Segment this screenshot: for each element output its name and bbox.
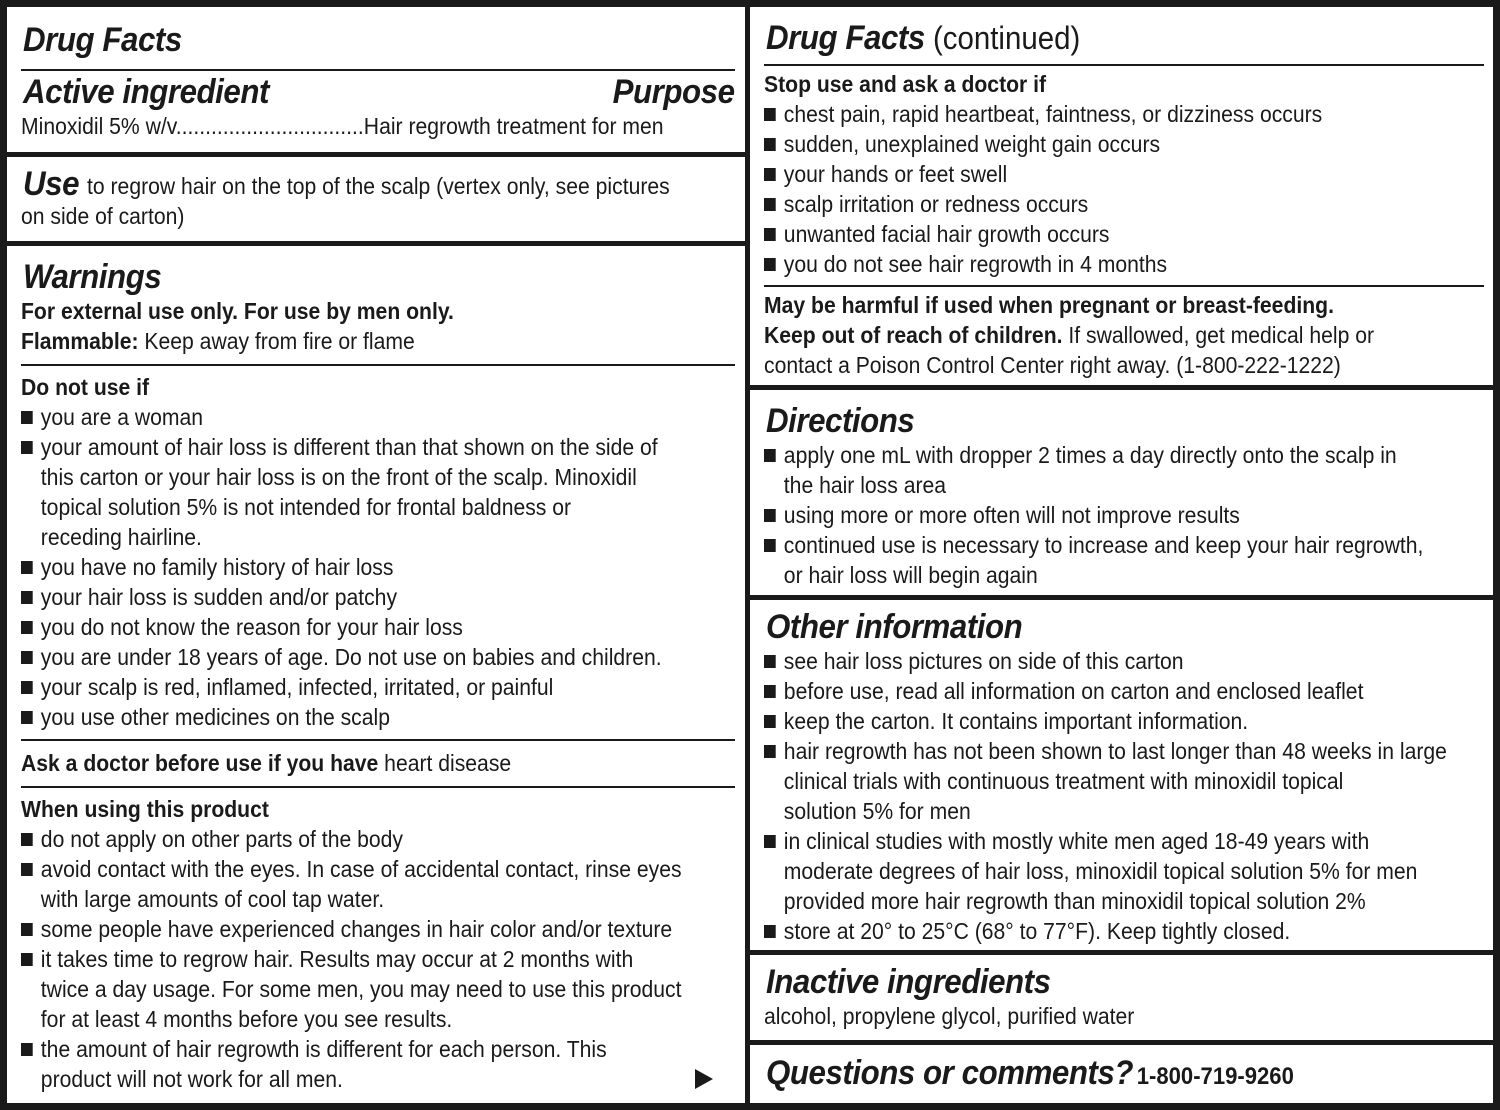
list-item-label: receding hairline. (40, 524, 202, 550)
inactive-ingredients-text: alcohol, propylene glycol, purified water (764, 1003, 1135, 1029)
list-item-label: topical solution 5% is not intended for frontal baldness or (40, 494, 572, 520)
list-item-text (21, 612, 662, 642)
stop-use-list (764, 99, 1384, 279)
purpose: Hair regrowth treatment for men (363, 113, 664, 139)
divider (21, 786, 735, 788)
bullet-square-icon (764, 198, 776, 211)
list-item-continuation (764, 886, 1447, 916)
list-item (764, 189, 1384, 219)
list-item-label: the amount of hair regrowth is different for each person. This (40, 1036, 607, 1062)
list-item (21, 944, 745, 1034)
poison-control-line: contact a Poison Control Center right away. (1-800-222-1222) (764, 352, 1341, 378)
flammable-text: Keep away from fire or flame (138, 328, 415, 354)
list-item-label: some people have experienced changes in hair color and/or texture (40, 916, 673, 942)
list-item (21, 402, 733, 432)
use-text-1: to regrow hair on the top of the scalp (vertex only, see pictures (87, 173, 670, 199)
list-item (21, 612, 733, 642)
list-item-continuation (764, 470, 1423, 500)
list-item-label: store at 20° to 25°C (68° to 77°F). Keep tightly closed. (783, 918, 1291, 944)
list-item-label: before use, read all information on carton and enclosed leaflet (783, 678, 1364, 704)
drug-facts-continued-title: Drug Facts (766, 19, 925, 57)
warnings-box (7, 246, 745, 1103)
list-item-label: twice a day usage. For some men, you may need to use this product (40, 976, 682, 1002)
do-not-use-list (21, 402, 733, 732)
list-item-label: your hands or feet swell (783, 161, 1008, 187)
list-item-continuation (21, 462, 662, 492)
purpose-heading: Purpose (613, 73, 735, 111)
bullet-square-icon (764, 655, 776, 668)
list-item-label: with large amounts of cool tap water. (40, 886, 385, 912)
when-using-list (21, 824, 745, 1094)
list-item-text (764, 219, 1322, 249)
list-item (21, 702, 733, 732)
bullet-square-icon (764, 449, 776, 462)
continued-title-row (766, 19, 1080, 58)
list-item (21, 824, 745, 854)
list-item-continuation (21, 1004, 682, 1034)
bullet-square-icon (21, 411, 33, 424)
pregnant-warning: May be harmful if used when pregnant or breast-feeding. (764, 292, 1334, 318)
bullet-square-icon (764, 258, 776, 271)
use-box (7, 157, 745, 241)
list-item-label: moderate degrees of hair loss, minoxidil topical solution 5% for men (783, 858, 1418, 884)
list-item-label: in clinical studies with mostly white men aged 18-49 years with (783, 828, 1370, 854)
questions-box (750, 1045, 1493, 1103)
list-item-label: you are under 18 years of age. Do not use on babies and children. (40, 644, 662, 670)
active-ingredient-heading: Active ingredient (23, 73, 269, 111)
list-item-continuation (21, 884, 682, 914)
list-item-label: hair regrowth has not been shown to last longer than 48 weeks in large (783, 738, 1447, 764)
list-item-continuation (764, 796, 1447, 826)
ingredient: Minoxidil 5% w/v................................ (21, 113, 364, 139)
use-text-2: on side of carton) (21, 203, 185, 229)
divider (21, 739, 735, 741)
bullet-square-icon (764, 228, 776, 241)
other-information-box (750, 600, 1493, 950)
list-item-continuation (764, 856, 1447, 886)
list-item-text (764, 159, 1322, 189)
list-item-label: your hair loss is sudden and/or patchy (40, 584, 398, 610)
list-item-label: you are a woman (40, 404, 204, 430)
bullet-square-icon (21, 621, 33, 634)
do-not-use-heading: Do not use if (21, 374, 150, 400)
list-item-text (21, 702, 662, 732)
bullet-square-icon (21, 561, 33, 574)
list-item-text (764, 189, 1322, 219)
use-row (23, 165, 84, 203)
list-item-label: you do not know the reason for your hair loss (40, 614, 463, 640)
bullet-square-icon (21, 711, 33, 724)
list-item-continuation (764, 766, 1447, 796)
list-item-label: you do not see hair regrowth in 4 months (783, 251, 1168, 277)
use-heading: Use (23, 165, 80, 203)
list-item-text (764, 826, 1447, 856)
directions-heading: Directions (766, 402, 915, 440)
drug-facts-continued-box (750, 7, 1493, 385)
list-item-continuation (21, 492, 662, 522)
list-item (764, 249, 1384, 279)
list-item (21, 672, 733, 702)
inactive-ingredients-heading: Inactive ingredients (766, 963, 1051, 1001)
list-item (764, 219, 1384, 249)
bullet-square-icon (764, 685, 776, 698)
list-item-text (764, 129, 1322, 159)
drug-facts-title: Drug Facts (23, 21, 182, 59)
bullet-square-icon (764, 835, 776, 848)
list-item (764, 736, 1493, 826)
list-item-label: using more or more often will not improve results (783, 502, 1240, 528)
divider (21, 364, 735, 366)
list-item-text (21, 432, 662, 462)
list-item (764, 500, 1493, 530)
list-item-label: sudden, unexplained weight gain occurs (783, 131, 1161, 157)
list-item (764, 99, 1384, 129)
list-item-label: solution 5% for men (783, 798, 971, 824)
ingredient-line (21, 111, 664, 141)
list-item-text (21, 642, 662, 672)
continue-arrow-icon (695, 1069, 713, 1089)
list-item (764, 826, 1493, 916)
bullet-square-icon (21, 681, 33, 694)
list-item-label: unwanted facial hair growth occurs (783, 221, 1110, 247)
list-item-text (21, 944, 682, 974)
directions-box (750, 390, 1493, 595)
divider (764, 285, 1484, 287)
list-item (21, 432, 733, 552)
drug-facts-header-box (7, 7, 745, 152)
list-item-text (764, 530, 1423, 560)
list-item-text (764, 736, 1447, 766)
list-item-label: the hair loss area (783, 472, 947, 498)
bullet-square-icon (764, 715, 776, 728)
bullet-square-icon (764, 745, 776, 758)
divider (21, 69, 735, 71)
list-item-text (764, 440, 1423, 470)
list-item (21, 582, 733, 612)
ask-doctor-line (21, 748, 511, 778)
list-item-label: product will not work for all men. (40, 1066, 343, 1092)
list-item (21, 1034, 745, 1094)
warnings-heading: Warnings (23, 258, 162, 296)
list-item-continuation (764, 560, 1423, 590)
list-item-label: chest pain, rapid heartbeat, faintness, or dizziness occurs (783, 101, 1323, 127)
list-item-label: keep the carton. It contains important information. (783, 708, 1249, 734)
list-item-label: avoid contact with the eyes. In case of accidental contact, rinse eyes (40, 856, 682, 882)
bullet-square-icon (764, 108, 776, 121)
flammable-label: Flammable: (21, 328, 139, 354)
list-item-label: for at least 4 months before you see results. (40, 1006, 453, 1032)
bullet-square-icon (21, 1043, 33, 1056)
ask-doctor-text: heart disease (378, 750, 512, 776)
list-item-text (21, 582, 662, 612)
list-item-label: it takes time to regrow hair. Results may occur at 2 months with (40, 946, 634, 972)
list-item-text (21, 402, 662, 432)
flammable-warning (21, 326, 454, 356)
list-item-label: you use other medicines on the scalp (40, 704, 390, 730)
list-item-text (21, 552, 662, 582)
list-item (21, 642, 733, 672)
directions-list (764, 440, 1493, 590)
list-item-continuation (21, 1064, 682, 1094)
list-item-text (764, 916, 1447, 946)
bullet-square-icon (21, 953, 33, 966)
list-item-text (21, 914, 682, 944)
list-item (764, 706, 1493, 736)
list-item (764, 530, 1493, 590)
other-information-heading: Other information (766, 608, 1023, 646)
continued-label: (continued) (924, 20, 1081, 56)
list-item-continuation (21, 522, 662, 552)
list-item (764, 129, 1384, 159)
bullet-square-icon (21, 441, 33, 454)
other-information-list (764, 646, 1493, 946)
ask-doctor-label: Ask a doctor before use if you have (21, 750, 379, 776)
questions-phone: 1-800-719-9260 (1136, 1063, 1294, 1090)
questions-heading: Questions or comments? (766, 1054, 1134, 1092)
bullet-square-icon (21, 833, 33, 846)
questions-row (766, 1054, 1294, 1093)
bullet-square-icon (21, 591, 33, 604)
inactive-ingredients-box (750, 955, 1493, 1040)
list-item (764, 159, 1384, 189)
list-item-label: your amount of hair loss is different than that shown on the side of (40, 434, 658, 460)
list-item (21, 552, 733, 582)
bullet-square-icon (764, 509, 776, 522)
list-item-text (21, 824, 682, 854)
bullet-square-icon (21, 923, 33, 936)
keep-out-line (764, 320, 1374, 350)
list-item (21, 854, 745, 914)
list-item-label: see hair loss pictures on side of this carton (783, 648, 1184, 674)
list-item-text (764, 646, 1447, 676)
bullet-square-icon (764, 168, 776, 181)
when-using-heading: When using this product (21, 796, 269, 822)
list-item (764, 646, 1493, 676)
keep-out-text: If swallowed, get medical help or (1062, 322, 1375, 348)
list-item-label: clinical trials with continuous treatment with minoxidil topical (783, 768, 1344, 794)
list-item-label: do not apply on other parts of the body (40, 826, 403, 852)
bullet-square-icon (764, 138, 776, 151)
list-item-label: scalp irritation or redness occurs (783, 191, 1089, 217)
list-item (764, 916, 1493, 946)
list-item-label: this carton or your hair loss is on the front of the scalp. Minoxidil (40, 464, 637, 490)
list-item-label: continued use is necessary to increase and keep your hair regrowth, (783, 532, 1424, 558)
list-item-text (21, 1034, 682, 1064)
list-item-label: or hair loss will begin again (783, 562, 1038, 588)
list-item (21, 914, 745, 944)
list-item-label: apply one mL with dropper 2 times a day directly onto the scalp in (783, 442, 1397, 468)
list-item-text (764, 249, 1322, 279)
divider (764, 64, 1484, 66)
list-item-text (764, 706, 1447, 736)
bullet-square-icon (764, 539, 776, 552)
list-item-label: your scalp is red, inflamed, infected, irritated, or painful (40, 674, 554, 700)
list-item-continuation (21, 974, 682, 1004)
list-item (764, 676, 1493, 706)
bullet-square-icon (21, 651, 33, 664)
list-item-text (764, 500, 1423, 530)
list-item-text (21, 672, 662, 702)
list-item-label: provided more hair regrowth than minoxidil topical solution 2% (783, 888, 1366, 914)
list-item-label: you have no family history of hair loss (40, 554, 394, 580)
list-item-text (764, 676, 1447, 706)
list-item (764, 440, 1493, 500)
bullet-square-icon (21, 863, 33, 876)
keep-out-label: Keep out of reach of children. (764, 322, 1063, 348)
stop-use-heading: Stop use and ask a doctor if (764, 71, 1047, 97)
bullet-square-icon (764, 925, 776, 938)
external-use-warning: For external use only. For use by men only. (21, 298, 454, 324)
list-item-text (21, 854, 682, 884)
list-item-text (764, 99, 1322, 129)
